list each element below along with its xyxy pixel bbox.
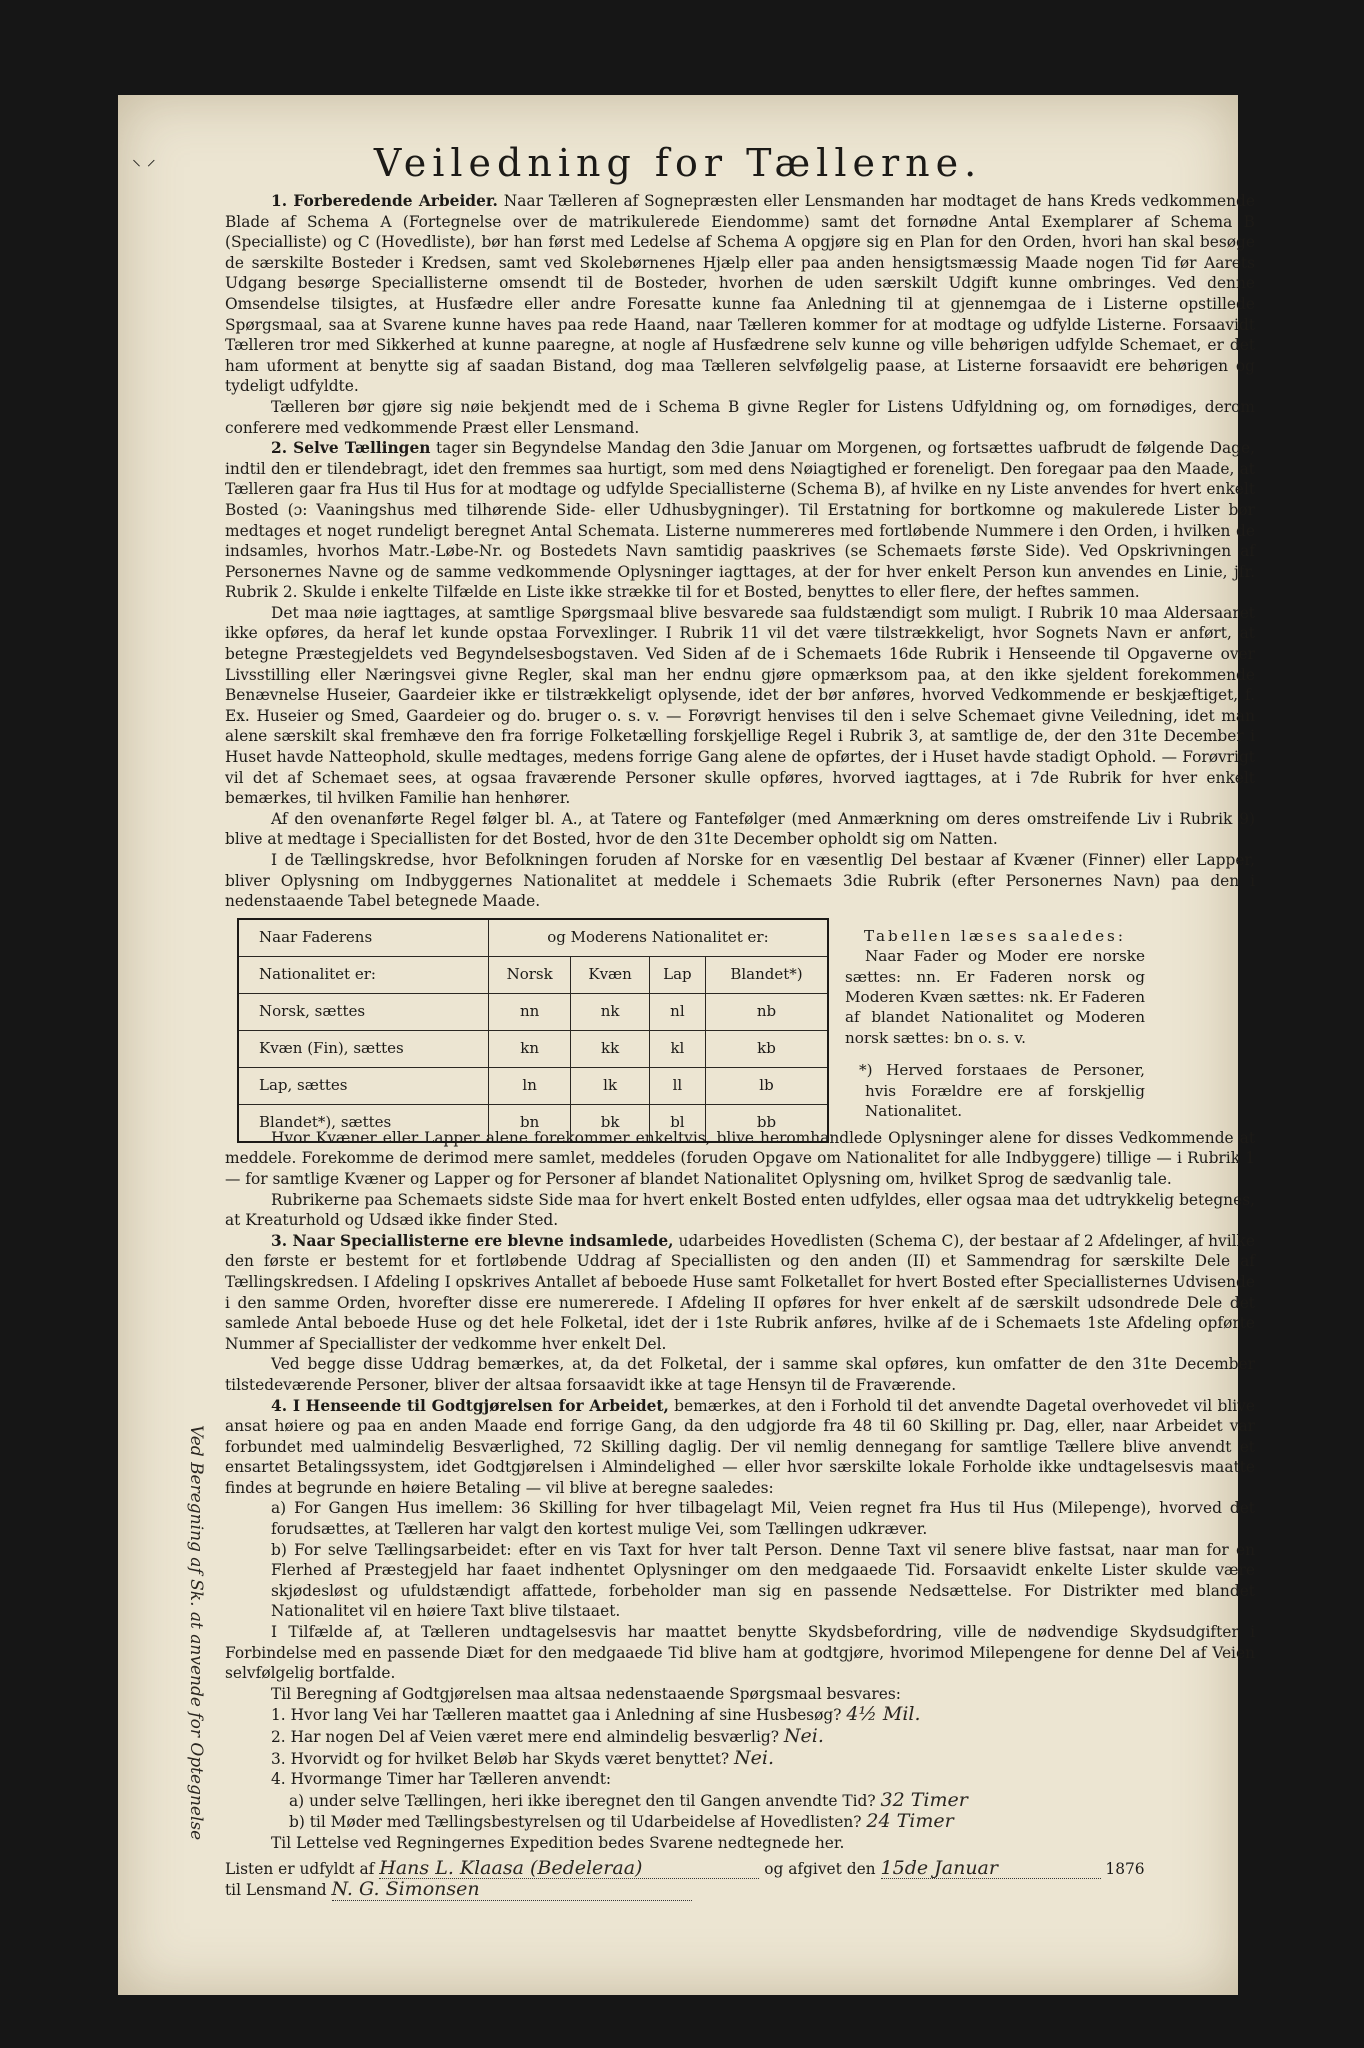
- section-2-heading: 2. Selve Tællingen: [271, 439, 431, 458]
- section-2-paragraph-2: Det maa nøie iagttages, at samtlige Spørgsmaal blive besvarede saa fuldstændigt som muligt. I Rubrik 10 maa Aldersaaret ikke opføres, da heraf let kunde opstaa Forvexlinger. I Rubrik 11 vil det være tilstrækkeligt, hvor Sognets Navn er anført, at betegne Præstegjeldets ved Begyndelsesbogstaven. Ved Siden af de i Schemaets 16de Rubrik i Henseende til Opgaverne over Livsstilling eller Næringsvei givne Regler, skal man her endnu gjøre opmærksom paa, at den ikke sjeldent forekommende Benævnelse Huseier, Gaardeier ikke er tilstrækkeligt oplysende, idet der bør anføres, hvorved Vedkommende er beskjæftiget, f. Ex. Huseier og Smed, Gaardeier og do. bruger o. s. v. — Forøvrigt henvises til den i selve Schemaet givne Veiledning, idet man alene særskilt skal fremhæve den fra forrige Folketælling forskjellige Regel i Rubrik 3, at samtlige de, der den 31te December i Huset havde Natteophold, skulle medtages, medens forrige Gang alene de opførtes, der i Huset havde stadigt Ophold. — Forøvrigt vil det af Schemaet sees, at ogsaa fraværende Personer skulle opføres, hvorved iagttages, at i 7de Rubrik for hver enkelt bemærkes, til hvilken Familie han henhører.: [225, 603, 1255, 808]
- section-4-paragraph-1: [225, 1396, 1255, 1499]
- section-1-heading: 1. Forberedende Arbeider.: [271, 192, 498, 210]
- question-text: 1. Hvor lang Vei har Tælleren maattet gaa i Anledning af sine Husbesøg?: [271, 1706, 842, 1725]
- table-row: [238, 1104, 828, 1142]
- nationality-table: [237, 918, 829, 1143]
- section-2-paragraph-6: Rubrikerne paa Schemaets sidste Side maa for hvert enkelt Bosted enten udfyldes, eller ogsaa maa det udtrykkelig betegnes, at Kreaturhold og Udsæd ikke finder Sted.: [225, 1190, 1255, 1230]
- handed-in-date: 15de Januar: [881, 1858, 1101, 1880]
- section-1-text: Naar Tælleren af Sognepræsten eller Lensmanden har modtaget de hans Kreds vedkommende Blade af Schema A (Fortegnelse over de matrikulerede Eiendomme) samt det fornødne Antal Exemplarer af Schema B (Specialliste) og C (Hovedliste), bør han først med Ledelse af Schema A opgjøre sig en Plan for den Orden, hvori han skal besøge de særskilte Bosteder i Kredsen, samt ved Skolebørnenes Hjælp eller paa anden hensigtsmæssig Maade nogen Tid før Aarets Udgang besørge Speciallisterne omsendt til de Bosteder, hvorhen de uden særskilt Udgift kunne ombringes. Ved denne Omsendelse tilsigtes, at Husfædre eller andre Foresatte kunne faa Anledning til at gjennemgaa de i Listerne opstillede Spørgsmaal, saa at Svarene kunne haves paa rede Haand, naar Tælleren kommer for at modtage og udfylde Listerne. Forsaavidt Tælleren tror med Sikkerhed at kunne paaregne, at nogle af Husfædrene selv kunne og ville behørigen udfylde Schemaet, er det ham uforment at benytte sig af saadan Bistand, dog maa Tælleren selvfølgelig paase, at Listerne forsaavidt ere behørigen og tydeligt udfyldte.: [225, 192, 1255, 396]
- table-header-father-2: Nationalitet er:: [238, 956, 488, 993]
- closing-intro: Til Lettelse ved Regningernes Expedition bedes Svarene nedtegnede her.: [271, 1833, 845, 1852]
- section-2-text: tager sin Begyndelse Mandag den 3die Januar om Morgenen, og fortsættes uafbrudt de følgende Dage, indtil den er tilendebragt, idet den fremmes saa hurtigt, som med dens Nøiagtighed er foreneligt. Den foregaar paa den Maade, at Tælleren gaar fra Hus til Hus for at modtage og udfylde Speciallisterne (Schema B), af hvilke en ny Liste anvendes for hvert enkelt Bosted (ɔ: Vaaningshus med tilhørende Side- eller Udhusbygninger). Til Erstatning for bortkomne og makulerede Lister bør medtages et noget rundeligt beregnet Antal Schemata. Listerne nummereres med fortløbende Nummere i den Orden, i hvilken de indsamles, hvorhos Matr.-Løbe-Nr. og Bostedets Navn samtidig paaskrives (se Schemaets første Side). Ved Opskrivningen af Personernes Navne og de samme vedkommende Oplysninger iagttages, at der for hver enkelt Person kun anvendes en Linie, jfr. Rubrik 2. Skulde i enkelte Tilfælde en Liste ikke strække til for et Bosted, benyttes to eller flere, der heftes sammen.: [225, 439, 1255, 602]
- table-reading-note: [845, 926, 1145, 1122]
- table-cell: ll: [649, 1067, 705, 1104]
- table-cell: lk: [571, 1067, 649, 1104]
- row-label: Norsk, sættes: [238, 993, 488, 1030]
- table-header-father: Naar Faderens: [238, 919, 488, 957]
- handwritten-answer: Nei.: [783, 1725, 824, 1747]
- question-text: a) under selve Tællingen, heri ikke iberegnet den til Gangen anvendte Tid?: [289, 1791, 876, 1810]
- table-cell: nl: [649, 993, 705, 1030]
- list-label: Listen er udfyldt af: [225, 1859, 375, 1878]
- question-item: [225, 1704, 1255, 1726]
- section-3-heading: 3. Naar Speciallisterne ere blevne indsamlede,: [271, 1231, 674, 1250]
- section-2-paragraph-4: I de Tællingskredse, hvor Befolkningen foruden af Norske for en væsentlig Del bestaar af Kvæner (Finner) eller Lapper, bliver Oplysning om Indbyggernes Nationalitet at meddele i Schemaets 3die Rubrik (efter Personernes Navn) paa den i nedenstaaende Tabel betegnede Maade.: [225, 851, 1255, 911]
- handwritten-answer: Nei.: [734, 1746, 775, 1769]
- table-header-mother: og Moderens Nationalitet er:: [488, 919, 828, 957]
- section-4-item-b: b) For selve Tællingsarbeidet: efter en vis Taxt for hver talt Person. Denne Taxt vil senere blive fastsat, naar man for en Flerhed af Præstegjeld har faaet indhentet Oplysninger om den medgaaede Tid. Forsaavidt enkelte Lister skulde være skjødesløst og ufuldstændigt affattede, forbeholder man sig en passende Nedsættelse. For Distrikter med blandet Nationalitet vil en høiere Taxt blive tilstaaet.: [271, 1540, 1255, 1621]
- table-cell: bb: [705, 1104, 828, 1142]
- section-2-paragraph-5: Hvor Kvæner eller Lapper alene forekommer enkeltvis, blive heromhandlede Oplysninger alene for disses Vedkommende at meddele. Forekomme de derimod mere samlet, meddeles (foruden Opgave om Nationalitet for alle Indbyggere) tillige — i Rubrik 1 — for samtlige Kvæner og Lapper og for Personer af blandet Nationalitet Oplysning om, hvilket Sprog de sædvanlig tale.: [225, 1128, 1255, 1188]
- table-cell: kk: [571, 1030, 649, 1067]
- handwritten-answer: 32 Timer: [880, 1788, 968, 1811]
- column-header: Lap: [649, 956, 705, 993]
- table-cell: ln: [488, 1067, 570, 1104]
- year: 1876: [1105, 1859, 1145, 1878]
- nationality-block: [225, 918, 1255, 1132]
- section-3-paragraph-1: [225, 1231, 1255, 1355]
- signature-line-1: [225, 1858, 1255, 1880]
- question-item: [225, 1811, 1255, 1833]
- margin-note-text: Ved Beregning af Sk. at anvende for Optegnelse: [186, 1425, 206, 1841]
- row-label: Kvæn (Fin), sættes: [238, 1030, 488, 1067]
- section-4-text: bemærkes, at den i Forhold til det anvendte Dagetal overhovedet vil blive ansat høiere og paa en anden Maade end forrige Gang, da den udgjorde fra 48 til 60 Skilling pr. Dag, eller, naar Arbeidet var forbundet med ualmindelig Besværlighed, 72 Skilling daglig. Der vil nemlig dennegang for samtlige Tællere blive anvendt et ensartet Betalingssystem, idet Godtgjørelsen i Almindelighed — eller hvor særskilte lokale Forholde ikke undtagelsesvis maatte findes at begrunde en høiere Betaling — vil blive at beregne saaledes:: [225, 1396, 1255, 1497]
- section-2-paragraph-3: Af den ovenanførte Regel følger bl. A., at Tatere og Fantefølger (med Anmærkning om deres omstreifende Liv i Rubrik 9) blive at medtage i Speciallisten for det Bosted, hvor de den 31te December opholdt sig om Natten.: [225, 809, 1255, 849]
- question-text: b) til Møder med Tællingsbestyrelsen og til Udarbeidelse af Hovedlisten?: [289, 1813, 862, 1832]
- section-3-paragraph-2: Ved begge disse Uddrag bemærkes, at, da det Folketal, der i samme skal opføres, kun omfatter de den 31te December tilstedeværende Personer, bliver der altsaa forsaavidt ikke at tage Hensyn til de Fraværende.: [225, 1355, 1255, 1394]
- section-4-item-a: a) For Gangen Hus imellem: 36 Skilling for hver tilbagelagt Mil, Veien regnet fra Hus til Hus (Milepenge), hvorved det forudsættes, at Tælleren har valgt den kortest mulige Vei, som Tællingen udkræver.: [271, 1499, 1255, 1539]
- table-row: [238, 1030, 828, 1067]
- to-label: til Lensmand: [225, 1881, 327, 1900]
- column-header: Norsk: [488, 956, 570, 993]
- question-text: 2. Har nogen Del af Veien været mere end almindelig besværlig?: [271, 1728, 779, 1746]
- section-3-text: udarbeides Hovedlisten (Schema C), der bestaar af 2 Afdelinger, af hvilke den første er bestemt for et fortløbende Uddrag af Speciallisten og den anden (II) et Sammendrag for særskilte Dele af Tællingskredsen. I Afdeling I opskrives Antallet af beboede Huse samt Folketallet for hvert Bosted efter Speciallisternes Udvisende i den samme Orden, hvorefter disse ere numererede. I Afdeling II opføres for hver enkelt af de særskilt udsondrede Dele det samlede Antal beboede Huse og det hele Folketal, idet der i 1ste Rubrik anføres, hvilke af de i Schemaets 1ste Afdeling opførte Nummer af Speciallister der vedkomme hver enkelt Del.: [225, 1231, 1255, 1353]
- row-label: Lap, sættes: [238, 1067, 488, 1104]
- question-item: [225, 1790, 1255, 1812]
- table-cell: lb: [705, 1067, 828, 1104]
- page-title: Veiledning for Tællerne.: [373, 141, 983, 185]
- table-cell: nn: [488, 993, 570, 1030]
- section-2-paragraph-1: [225, 438, 1255, 603]
- margin-tick-mark: ⸜ ⸝: [132, 149, 156, 170]
- handwritten-answer: 24 Timer: [866, 1810, 954, 1833]
- note-title: Tabellen læses saaledes:: [864, 926, 1126, 945]
- table-cell: bn: [488, 1104, 570, 1142]
- date-label: og afgivet den: [764, 1859, 876, 1878]
- column-header: Kvæn: [571, 956, 649, 993]
- question-text: 3. Hvorvidt og for hvilket Beløb har Skyds været benyttet?: [271, 1749, 730, 1768]
- question-item: [225, 1726, 1255, 1748]
- row-label: Blandet*), sættes: [238, 1104, 488, 1142]
- section-4-paragraph-2: I Tilfælde af, at Tælleren undtagelsesvis har maattet benytte Skydsbefordring, ville de nødvendige Skydsudgifter i Forbindelse med en passende Diæt for den medgaaede Tid blive ham at godtgjøre, hvorimod Milepengene for denne Del af Veien selvfølgelig bortfalde.: [225, 1623, 1255, 1683]
- table-cell: nk: [571, 993, 649, 1030]
- section-1-paragraph-1: [225, 191, 1255, 397]
- section-4-heading: 4. I Henseende til Godtgjørelsen for Arbeidet,: [271, 1396, 669, 1415]
- note-footnote: *) Herved forstaaes de Personer, hvis Forældre ere af forskjellig Nationalitet.: [859, 1061, 1145, 1121]
- handwritten-answer: 4½ Mil.: [846, 1703, 921, 1726]
- question-item: [225, 1748, 1255, 1770]
- column-header: Blandet*): [705, 956, 828, 993]
- table-cell: bl: [649, 1104, 705, 1142]
- table-cell: nb: [705, 993, 828, 1030]
- lensmand-name: N. G. Simonsen: [332, 1879, 692, 1901]
- table-cell: kb: [705, 1030, 828, 1067]
- questions-list: [225, 1704, 1255, 1833]
- table-cell: kn: [488, 1030, 570, 1067]
- margin-handwritten-note: [146, 1425, 236, 1845]
- table-cell: kl: [649, 1030, 705, 1067]
- document-page: [118, 95, 1255, 1995]
- list-filled-by: Hans L. Klaasa (Bedeleraa): [379, 1858, 759, 1880]
- table-row: [238, 993, 828, 1030]
- table-cell: bk: [571, 1104, 649, 1142]
- question-text: 4. Hvormange Timer har Tælleren anvendt:: [271, 1770, 612, 1789]
- section-4-paragraph-3: Til Beregning af Godtgjørelsen maa altsaa nedenstaaende Spørgsmaal besvares:: [271, 1684, 901, 1703]
- table-row: [238, 1067, 828, 1104]
- question-item: [225, 1769, 1255, 1790]
- document-body: [225, 191, 1255, 1901]
- note-text: Naar Fader og Moder ere norske sættes: nn. Er Faderen norsk og Moderen Kvæn sættes: nk. Er Faderen af blandet Nationalitet og Moderen norsk sættes: bn o. s. v.: [845, 947, 1145, 1047]
- section-1-paragraph-2: Tælleren bør gjøre sig nøie bekjendt med de i Schema B givne Regler for Listens Udfyldning og, om fornødiges, derom conferere med vedkommende Præst eller Lensmand.: [225, 397, 1255, 437]
- signature-line-2: [225, 1879, 1255, 1901]
